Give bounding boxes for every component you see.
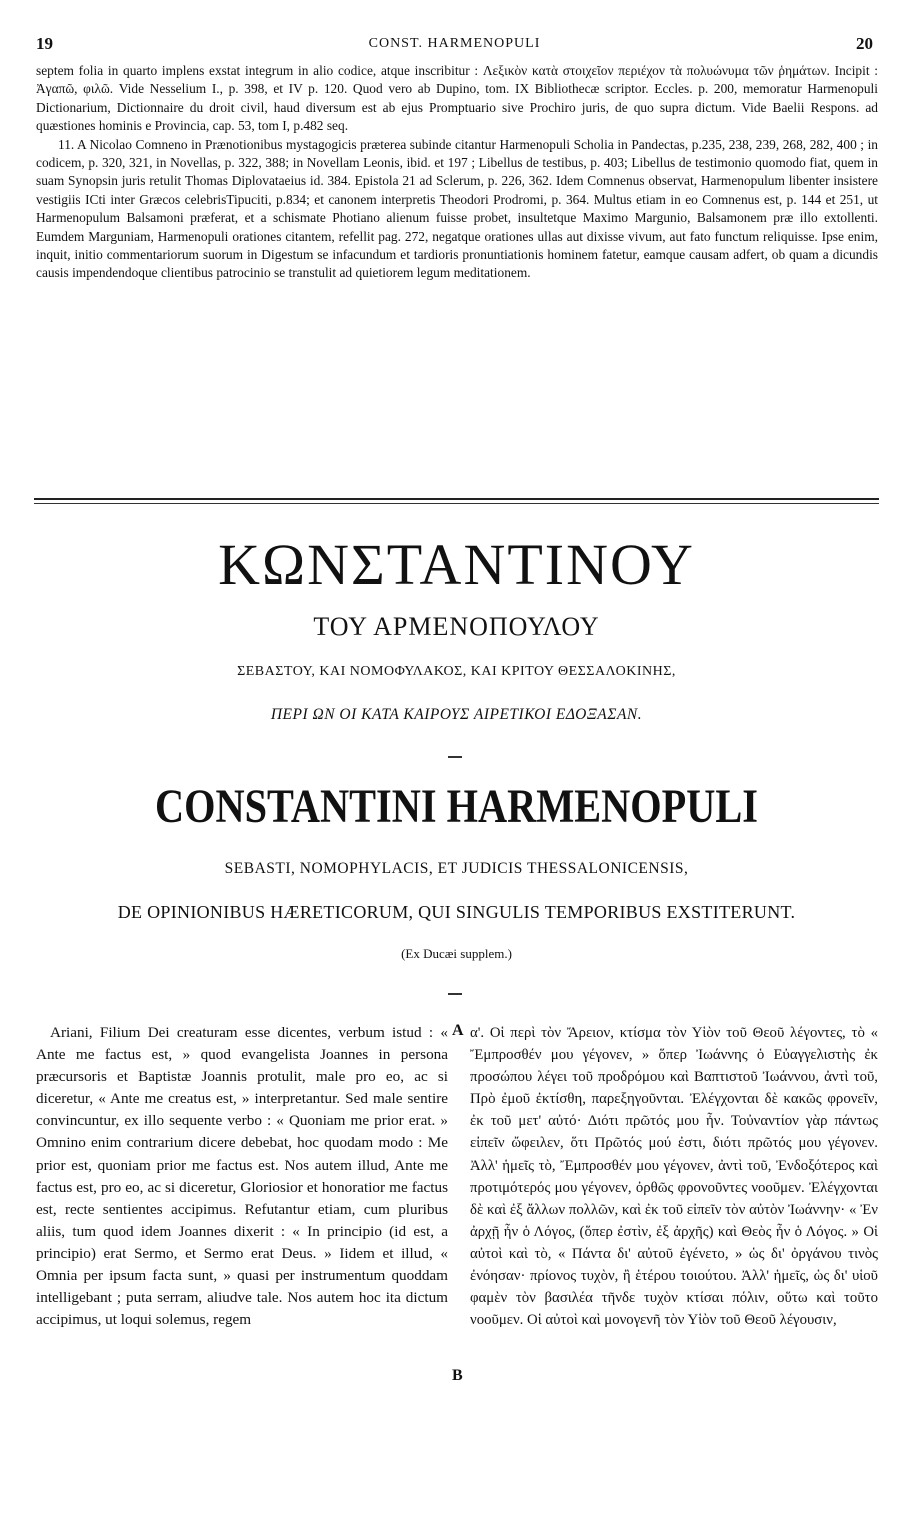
ornament-dash — [448, 993, 462, 995]
greek-body-text: α'. Οἱ περὶ τὸν Ἄρειον, κτίσμα τὸν Υἱὸν τοῦ Θεοῦ λέγοντες, τὸ « Ἔμπροσθέν μου γέγονεν, » ὅπερ Ἰωάννης ὁ Εὐαγγελιστὴς ἐκ προσώπου λέγει τοῦ προδρόμου καὶ Βαπτιστοῦ Ἰωάννου, ἀντὶ τοῦ, Πρὸ ἐμοῦ ἐκτίσθη, παρεξηγοῦνται. Ἐλέγχονται δὲ κακῶς φρονεῖν, ἐκ τοῦ μετ' αὐτό· Διότι πρῶτός μου ἦν. Τοὐναντίον γὰρ πάντως εἰπεῖν ὤφειλεν, ὅτι Πρῶτός μού ἐστι, διότι πρῶτός μου γέγονεν. Ἀλλ' ἡμεῖς τὸ, Ἔμπροσθέν μου γέγονεν, ἀντὶ τοῦ, Ἐνδοξότερος καὶ προτιμότερός μου γέγονεν, ὀρθῶς φρονοῦντες νοοῦμεν. Ἐλέγχονται δὲ καὶ ἐξ ἄλλων πολλῶν, καὶ ἐκ τοῦ εἰπεῖν τὸν αὐτὸν Ἰωάννην· « Ἐν ἀρχῇ ἦν ὁ Λόγος, (ὅπερ ἐστὶν, ἐξ ἀρχῆς) καὶ Θεὸς ἦν ὁ Λόγος. » Οἱ αὐτοὶ καὶ τὸ, « Πάντα δι' αὐτοῦ ἐγένετο, » ὡς δι' ὀργάνου τινὸς ἐνόησαν· πρίονος τυχὸν, ἢ ἑτέρου τοιούτου. Ἀλλ' ἡμεῖς, ὡς δι' υἱοῦ φαμὲν τὸν βασιλέα τῆνδε τυχὸν κτίσαι πόλιν, οὕτω καὶ τοῦτο νοοῦμεν. Οἱ αὐτοὶ καὶ μονογενῆ τὸν Υἱὸν τοῦ Θεοῦ λέγουσιν, — [470, 1025, 878, 1329]
latin-subtitle: SEBASTI, NOMOPHYLACIS, ET JUDICIS THESSALONICENSIS, — [224, 860, 689, 877]
greek-column — [470, 1022, 878, 1331]
latin-body-text: Ariani, Filium Dei creaturam esse dicentes, verbum istud : « Ante me factus est, » quod evangelista Joannes in persona præcursoris et Baptistæ Joannis protulit, male pro eo, ac si diceretur, « Ante me creatus est, » interpretantur. Sed male sentire convincuntur, ex illo sequente verbo : « Quoniam me prior erat. » Omnino enim contrarium dicere debebat, hoc quodam modo : Me prior est, quoniam prior me factus est. Nos autem illud, Ante me factus est, pro eo, ac si diceretur, Gloriosior et honoratior me factus est, recte sentientes accipimus. Refutantur etiam, cum pluribus aliis, tum quod idem Joannes dixerit : « In principio (id est, a principio) erat Sermo, et Sermo erat Deus. » Iidem et illud, « Omnia per ipsum facta sunt, » quasi per instrumentum quoddam intelligebant ; puta serram, aliudve tale. Nos autem hoc ita dictum accipimus, ut loqui solemus, regem — [36, 1024, 448, 1329]
latin-column — [36, 1022, 448, 1331]
left-page-number: 19 — [36, 34, 53, 53]
margin-marker-b: B — [452, 1367, 463, 1384]
note-paragraph: septem folia in quarto implens exstat integrum in alio codice, atque inscribitur : Λεξικὸν κατὰ στοιχεῖον περιέχον τὰ πολυώνυμα τῶν ῥημάτων. Incipit : Ἀγαπῶ, φιλῶ. Vide Nesselium I., p. 398, et IV p. 120. Quod vero ab Dupino, tom. IX Bibliothecæ scriptor. Eccles. p. 200, memoratur Harmenopuli Dictionarium, Dictionnaire du droit civil, haud diversum est ab ejus Promptuario sive Prochiro juris, de quo supra dictum. Vide Baelii Respons. ad quæstiones hominis e Provincia, cap. 53, tom I, p.482 seq. — [36, 63, 878, 134]
latin-subtitle-topic: DE OPINIONIBUS HÆRETICORUM, QUI SINGULIS TEMPORIBUS EXSTITERUNT. — [117, 902, 796, 922]
running-head — [36, 34, 873, 56]
section-rule — [34, 498, 879, 500]
greek-subtitle: ΤΟΥ ΑΡΜΕΝΟΠΟΥΛΟΥ — [313, 612, 600, 641]
greek-subtitle-topic: ΠΕΡΙ ΩΝ ΟΙ ΚΑΤΑ ΚΑΙΡΟΥΣ ΑΙΡΕΤΙΚΟΙ ΕΔΟΞΑΣΑΝ. — [270, 706, 643, 723]
footnotes-block — [36, 62, 878, 283]
source-note: (Ex Ducæi supplem.) — [401, 946, 512, 961]
latin-title: CONSTANTINI HARMENOPULI — [155, 780, 758, 833]
section-rule-thin — [34, 503, 879, 504]
ornament-dash — [448, 756, 462, 758]
right-page-number: 20 — [856, 34, 873, 53]
note-paragraph: 11. A Nicolao Comneno in Prænotionibus mystagogicis præterea subinde citantur Harmenopuli Scholia in Pandectas, p.235, 238, 239, 268, 282, 400 ; in codicem, p. 320, 321, in Novellas, p. 322, 388; in Novellam Leonis, ibid. et 197 ; Libellus de testibus, p. 403; Libellus de testimonio quomodo fiat, quem in suam Synopsin juris retulit Thomas Diplovataeius id. 384. Epistola 21 ad Sclerum, p. 226, 362. Idem Comnenus observat, Harmenopulum libenter insistere vestigiis ICti inter Græcos celebrisTipuciti, p.834; et canonem interpretis Theodori Prodromi, p. 364. Multus etiam in eo Comnenus est, p. 144 et 251, ut Harmenopulum Balsamoni præferat, et a schismate Photiano alienum fuisse probet, insultetque Maximo Margunio, Balsamonem præ illo extollenti. Eumdem Marguniam, Harmenopuli orationes citantem, refellit pag. 272, negatque orationes ullas aut dixisse vivum, aut fato functum reliquisse. Ipse enim, inquit, initio commentariorum suorum in Digestum se infacundum et tardioris pronuntiationis hominem fatetur, eamque causam adfert, ob quam a dicundis causis impendendoque clientibus patrocinio se transtulit ad quietiorem legum meditationem. — [36, 136, 878, 281]
running-title: CONST. HARMENOPULI — [368, 36, 541, 51]
greek-subtitle-titles: ΣΕΒΑΣΤΟΥ, ΚΑΙ ΝΟΜΟΦΥΛΑΚΟΣ, ΚΑΙ ΚΡΙΤΟΥ ΘΕΣΣΑΛΟΚΙΝΗΣ, — [237, 664, 676, 679]
margin-marker-a: A — [452, 1022, 464, 1039]
greek-title: ΚΩΝΣΤΑΝΤΙΝΟΥ — [218, 532, 695, 597]
